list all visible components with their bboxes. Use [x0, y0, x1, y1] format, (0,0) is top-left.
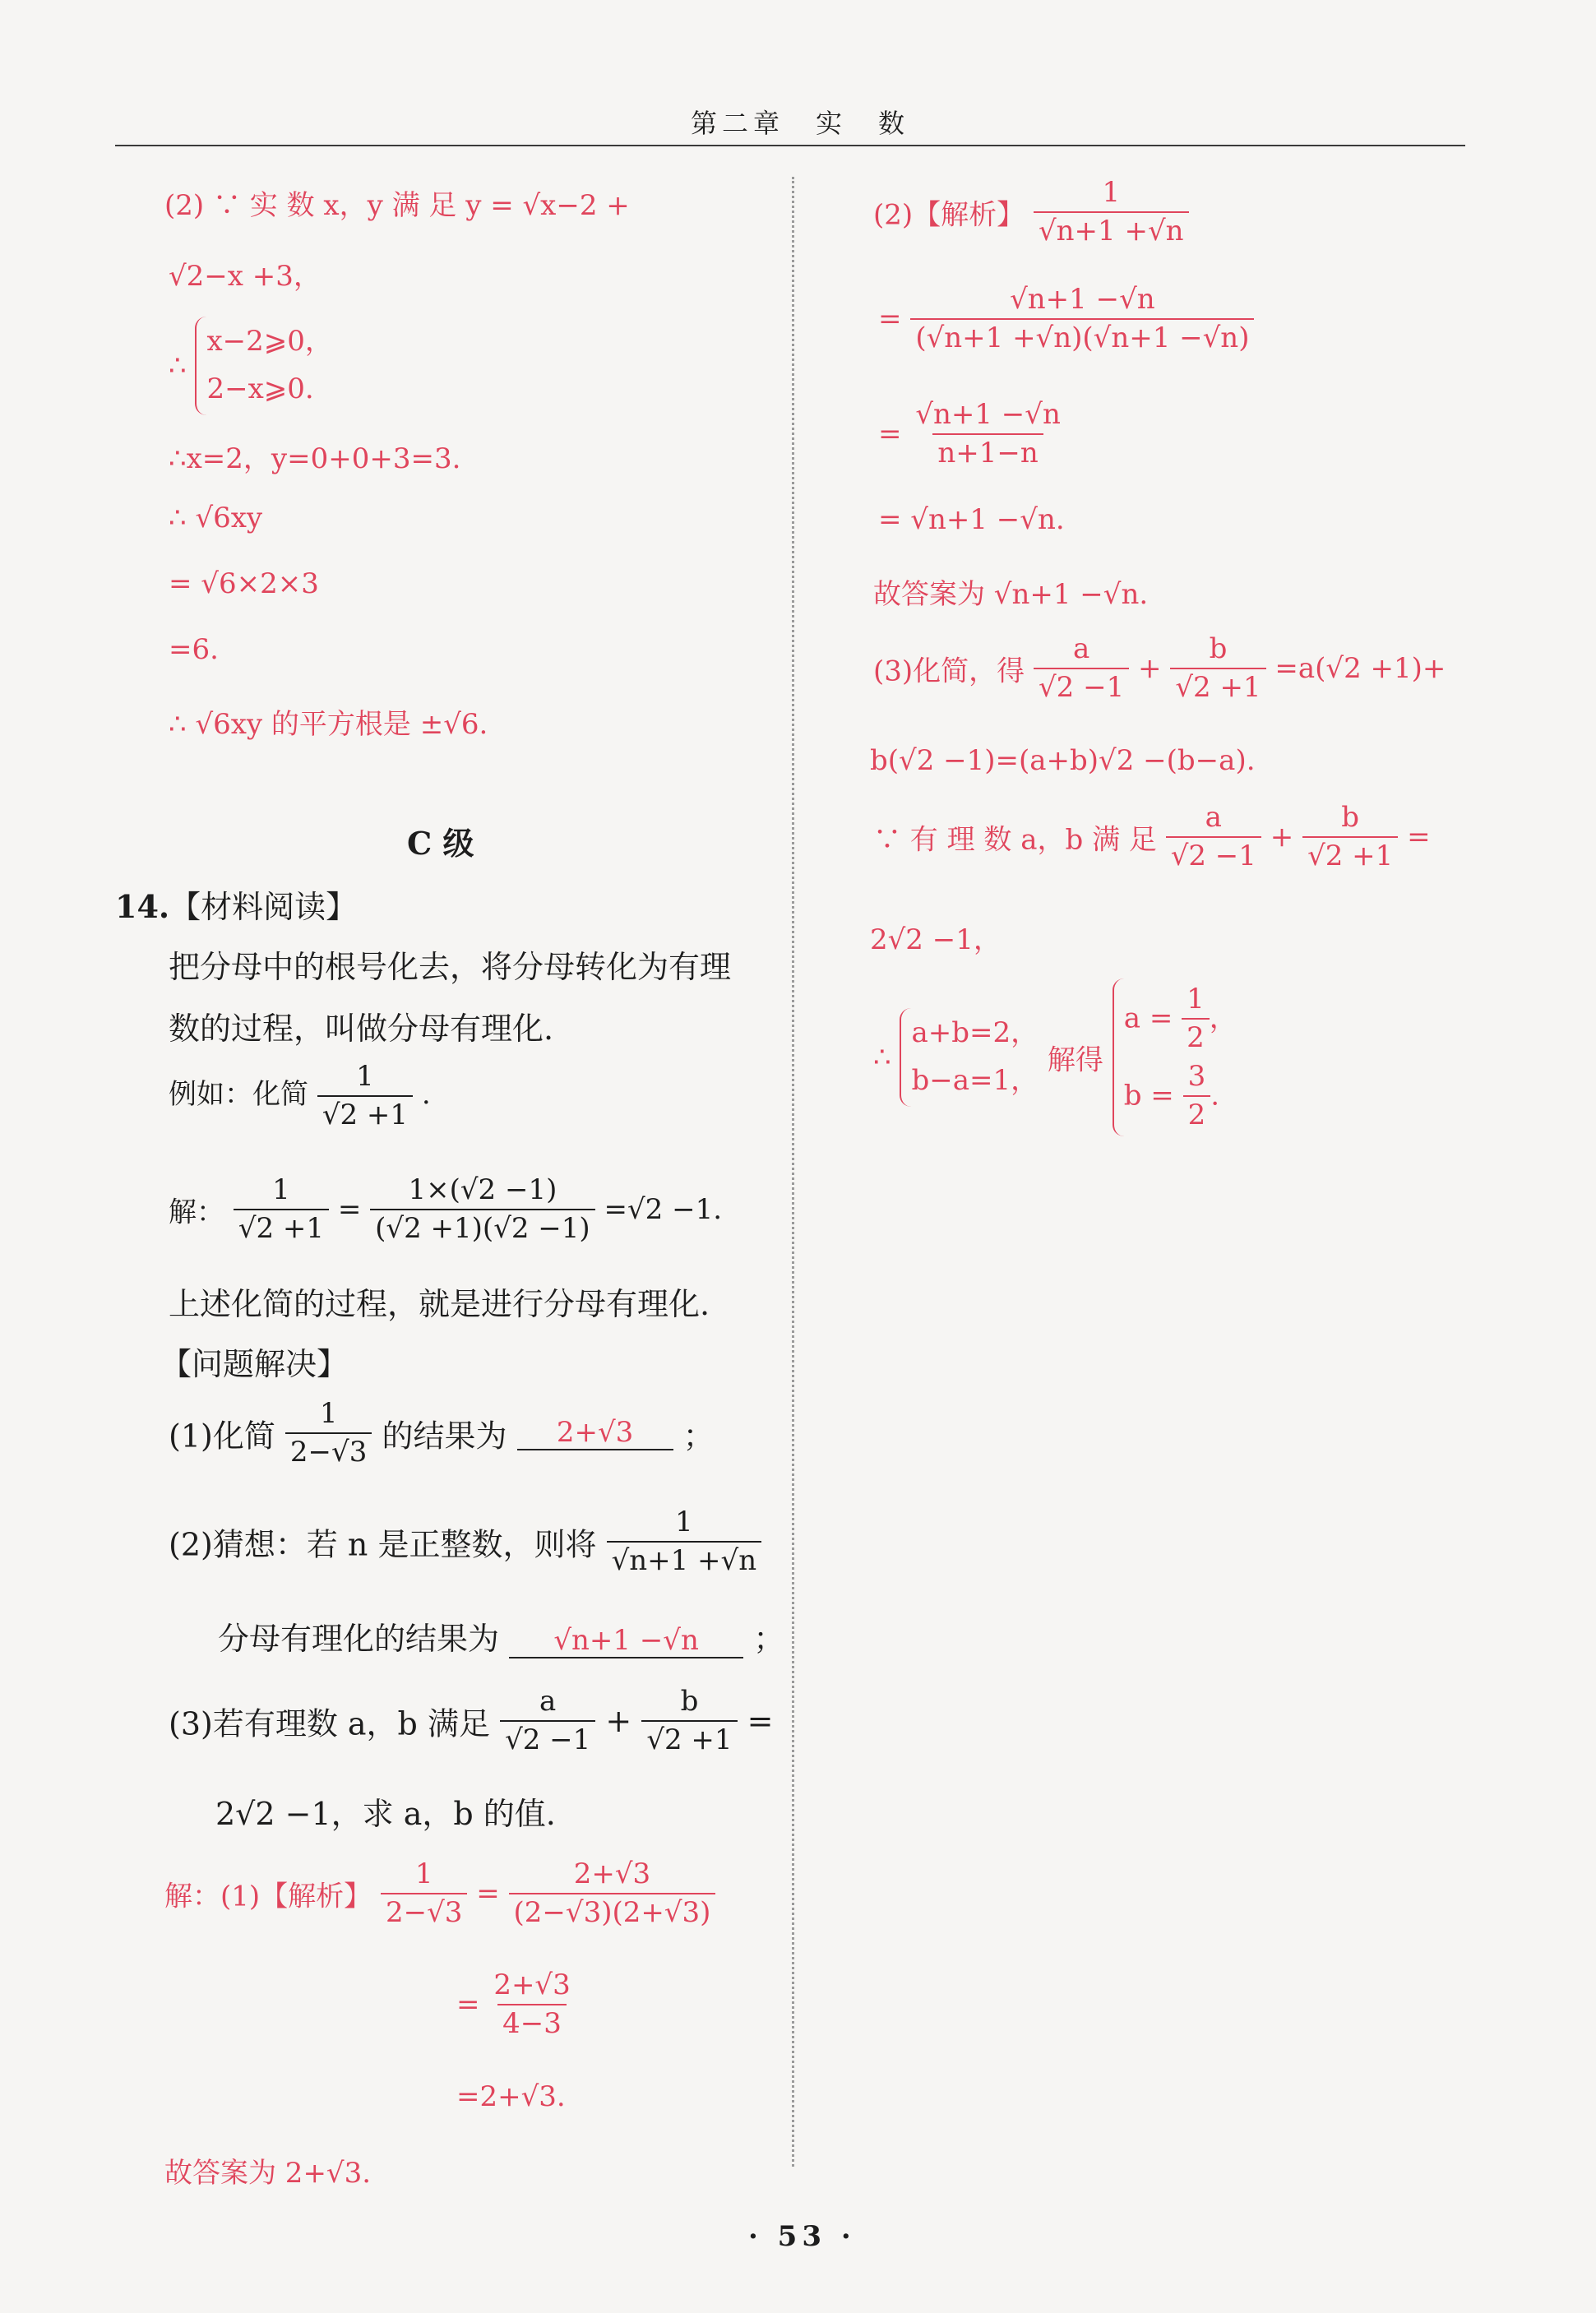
answer2-f2-den: (√n+1 +√n)(√n+1 −√n): [910, 318, 1254, 354]
q14-part2: [169, 1506, 761, 1577]
answer3-equation-system: [900, 1008, 1039, 1107]
q14-intro2: 数的过程，叫做分母有理化.: [169, 1011, 554, 1047]
answer3-res-b-den: 2: [1183, 1095, 1211, 1131]
part3q-b-num: b: [680, 1685, 699, 1718]
answer3-cond-a-den: √2 −1: [1166, 836, 1261, 872]
answer3-therefore: ∴: [873, 1041, 891, 1075]
answer1-prefix: 解：(1)【解析】: [164, 1880, 372, 1913]
answer3-result-system: a = $\frac{1}{2}$ ， b = $\frac{3}{2}$ .: [1113, 978, 1237, 1136]
answer2-f1-num: 1: [1102, 176, 1121, 209]
therefore-symbol: ∴: [169, 349, 187, 382]
q14-example-solution: 解： $\frac{1}{√2 +1}$ = $\frac{1\times(√2 -1)}{(√2 +1)(√2 -1)}$ =√2 −1.: [169, 1173, 723, 1246]
q14-example: [169, 1061, 431, 1131]
answer2-f2-num: √n+1 −√n: [1010, 283, 1155, 316]
part2-step4: ∴ √6xy 的平方根是 ±√6.: [169, 708, 488, 741]
answer3-sys-a: a+b=2，: [911, 1016, 1039, 1050]
answer3-res-a-num: 1: [1187, 983, 1205, 1015]
column-divider: [792, 177, 794, 2167]
solution-frac1-den: √2 +1: [234, 1209, 329, 1245]
q14-part3: (3)若有理数 a，b 满足 $\frac{a}{√2 -1}$ + $\frac{b}{√2 +1}$ =: [169, 1685, 774, 1757]
answer1-f3-den: 4−3: [497, 2004, 567, 2040]
answer3-res-a-lhs: a =: [1123, 1002, 1173, 1035]
part1-den: 2−√3: [285, 1432, 372, 1469]
part2-system: [169, 317, 333, 415]
answer2-final: 故答案为 √n+1 −√n.: [873, 578, 1149, 611]
answer3-fb-den: √2 +1: [1170, 668, 1265, 704]
level-heading: C 级: [407, 825, 474, 862]
part3q-a-den: √2 −1: [500, 1720, 595, 1756]
part1-answer-blank: 2+√3: [517, 1416, 673, 1450]
part1-mid: 的结果为: [382, 1418, 507, 1455]
answer3-fa-num: a: [1072, 632, 1090, 665]
answer1-f3-num: 2+√3: [493, 1968, 571, 2001]
answer1-f2-num: 2+√3: [573, 1857, 651, 1890]
part2-xy: ∴x=2，y=0+0+3=3.: [169, 442, 461, 475]
solution-tail: =√2 −1.: [604, 1193, 723, 1227]
q14-part3-line2: 2√2 −1，求 a，b 的值.: [215, 1796, 556, 1832]
part2q-end: ；: [753, 1621, 785, 1657]
q14-tag-reading: 【材料阅读】: [169, 889, 358, 925]
answer3-fa-den: √2 −1: [1034, 668, 1129, 704]
part2q-prefix: (2)猜想：若 n 是正整数，则将: [169, 1526, 597, 1563]
part3q-a-num: a: [539, 1685, 557, 1718]
answer3-fb-num: b: [1209, 632, 1228, 665]
part2-step3: =6.: [169, 633, 219, 666]
answer1-line2: = $\frac{2+√3}{4-3}$: [456, 1969, 576, 2040]
answer2-line1: [873, 177, 1189, 247]
part3q-eq: =: [747, 1703, 774, 1740]
part1-end: ；: [682, 1418, 715, 1455]
answer2-line3: = $\frac{√n+1 -√n}{n+1-n}$: [878, 399, 1066, 470]
answer3-condition: ∵ 有 理 数 a，b 满 足 $\frac{a}{√2 -1}$ + $\frac{b}{√2 +1}$ =: [873, 801, 1431, 873]
q14-intro1: 把分母中的根号化去，将分母转化为有理: [169, 949, 732, 985]
q14-number: 14.: [115, 888, 170, 925]
example-suffix: .: [421, 1078, 431, 1112]
answer3-line4: 2√2 −1，: [870, 923, 1002, 956]
inequality-system: [195, 317, 332, 415]
answer1-f2-den: (2−√3)(2+√3): [509, 1893, 716, 1929]
example-prefix: 例如：化简: [169, 1078, 308, 1112]
q14-tag-problem: 【问题解决】: [160, 1346, 349, 1382]
answer1-f1-num: 1: [414, 1857, 433, 1890]
part3q-prefix: (3)若有理数 a，b 满足: [169, 1705, 490, 1742]
system-line-a: x−2⩾0，: [206, 325, 333, 358]
system-line-b: 2−x⩾0.: [206, 372, 314, 405]
solution-frac2-den: (√2 +1)(√2 −1): [370, 1209, 595, 1245]
example-denominator: √2 +1: [317, 1095, 413, 1131]
answer3-cond-b-den: √2 +1: [1302, 836, 1398, 872]
answer3-solve: 解得: [1047, 1043, 1103, 1077]
part2q-line2: 分母有理化的结果为: [218, 1621, 500, 1657]
part2-step1: ∴ √6xy: [169, 502, 263, 534]
part2q-den: √n+1 +√n: [607, 1541, 762, 1577]
part1-prefix: (1)化简: [169, 1418, 275, 1455]
answer3-cond-eq: =: [1407, 821, 1431, 854]
chapter-title: 第二章 实 数: [691, 108, 910, 139]
q14-part2-line2: [218, 1613, 784, 1658]
solution-prefix: 解：: [169, 1196, 224, 1229]
page-number: · 53 ·: [748, 2220, 856, 2253]
q14-conclusion: 上述化简的过程，就是进行分母有理化.: [169, 1286, 710, 1322]
answer1-line1: 解：(1)【解析】 $\frac{1}{2-√3}$ = $\frac{2+√3}{(2-√3)(2+√3)}$: [164, 1858, 715, 1929]
answer2-f1-den: √n+1 +√n: [1034, 211, 1189, 247]
solution-frac2-num: 1×(√2 −1): [408, 1173, 557, 1206]
answer1-line3: =2+√3.: [456, 2080, 566, 2113]
answer2-line4: = √n+1 −√n.: [878, 503, 1065, 536]
part2-step2: = √6×2×3: [169, 567, 319, 600]
answer3-sys-b: b−a=1，: [911, 1064, 1039, 1098]
answer3-line2: b(√2 −1)=(a+b)√2 −(b−a).: [870, 744, 1256, 777]
q14-part1: [169, 1398, 715, 1469]
part1-num: 1: [319, 1397, 338, 1430]
answer3-res-b-num: 3: [1187, 1060, 1206, 1094]
example-numerator: 1: [356, 1060, 374, 1093]
answer2-prefix: (2)【解析】: [873, 198, 1025, 232]
answer3-res-b-lhs: b =: [1123, 1079, 1174, 1113]
answer1-f1-den: 2−√3: [381, 1893, 467, 1929]
answer3-cond-b-num: b: [1341, 801, 1360, 834]
answer2-f3-den: n+1−n: [932, 433, 1043, 470]
answer2-f3-num: √n+1 −√n: [915, 398, 1061, 431]
answer3-res-a-den: 2: [1182, 1018, 1210, 1054]
answer3-prefix: (3)化简，得: [873, 655, 1025, 688]
part2-line1: (2) ∵ 实 数 x，y 满 足 y = √x−2 +: [164, 189, 630, 222]
part2q-num: 1: [675, 1506, 693, 1538]
part3q-b-den: √2 +1: [641, 1720, 737, 1756]
header-rule: [115, 145, 1465, 146]
solution-frac1-num: 1: [272, 1173, 290, 1206]
q14-heading: [115, 881, 357, 927]
part2-line2: √2−x +3，: [169, 260, 322, 293]
answer3-cond-prefix: ∵ 有 理 数 a，b 满 足: [873, 823, 1157, 857]
answer3-system: [873, 978, 1237, 1136]
answer1-final: 故答案为 2+√3.: [164, 2157, 372, 2190]
answer3-line1: (3)化简，得 $\frac{a}{√2 -1}$ + $\frac{b}{√2 +1}$ =a(√2 +1)+: [873, 632, 1446, 705]
answer3-cond-a-num: a: [1205, 801, 1222, 834]
answer3-tail: =a(√2 +1)+: [1274, 652, 1446, 686]
answer2-line2: = $\frac{√n+1 -√n}{(√n+1 +√n)(√n+1 -√n)}$: [878, 284, 1254, 354]
part2-answer-blank: √n+1 −√n: [509, 1624, 743, 1658]
